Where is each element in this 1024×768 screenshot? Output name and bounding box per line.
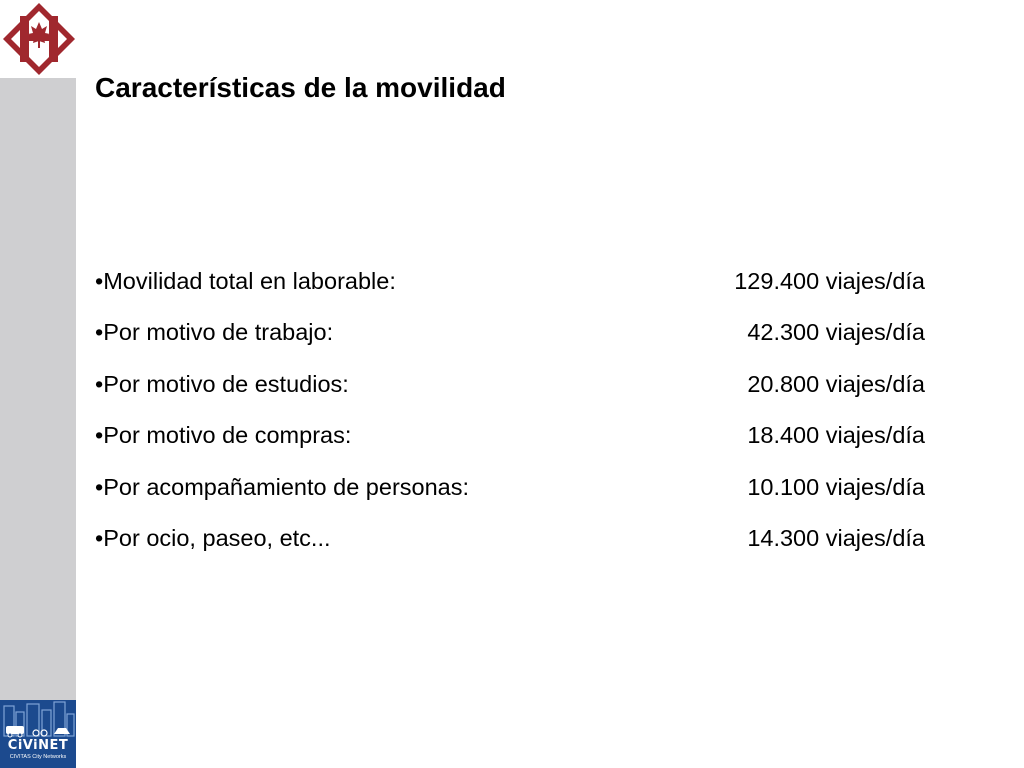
maple-leaf-shield-icon: [0, 0, 78, 78]
list-item-label: •Por acompañamiento de personas:: [95, 473, 470, 500]
list-item: [95, 313, 925, 364]
list-item-value: 129.400 viajes/día: [734, 268, 925, 294]
list-item-value: 20.800 viajes/día: [747, 370, 925, 397]
list-item-label: •Por ocio, paseo, etc...: [95, 524, 331, 551]
mobility-list: [95, 262, 925, 570]
city-logo: [0, 0, 78, 78]
list-item-label: •Por motivo de estudios:: [95, 370, 349, 397]
list-item-value: 10.100 viajes/día: [747, 473, 925, 500]
civinet-logo: [0, 700, 76, 768]
list-item-value: 18.400 viajes/día: [747, 422, 925, 449]
left-sidebar-band: [0, 78, 76, 700]
list-item-value: 14.300 viajes/día: [747, 524, 925, 551]
list-item: [95, 519, 925, 570]
list-item-label: •Por motivo de trabajo:: [95, 319, 334, 346]
city-skyline-icon: [0, 700, 76, 740]
list-item: [95, 365, 925, 416]
list-item-label: •Movilidad total en laborable:: [95, 268, 396, 294]
civinet-subtitle: CIVITAS City Networks: [9, 754, 67, 760]
list-item-value: 42.300 viajes/día: [747, 319, 925, 346]
civinet-wordmark: CiViNET: [7, 738, 69, 753]
list-item: [95, 416, 925, 467]
list-item-label: •Por motivo de compras:: [95, 422, 352, 449]
list-item: [95, 262, 925, 313]
page-title: Características de la movilidad: [95, 72, 506, 103]
list-item: [95, 468, 925, 519]
